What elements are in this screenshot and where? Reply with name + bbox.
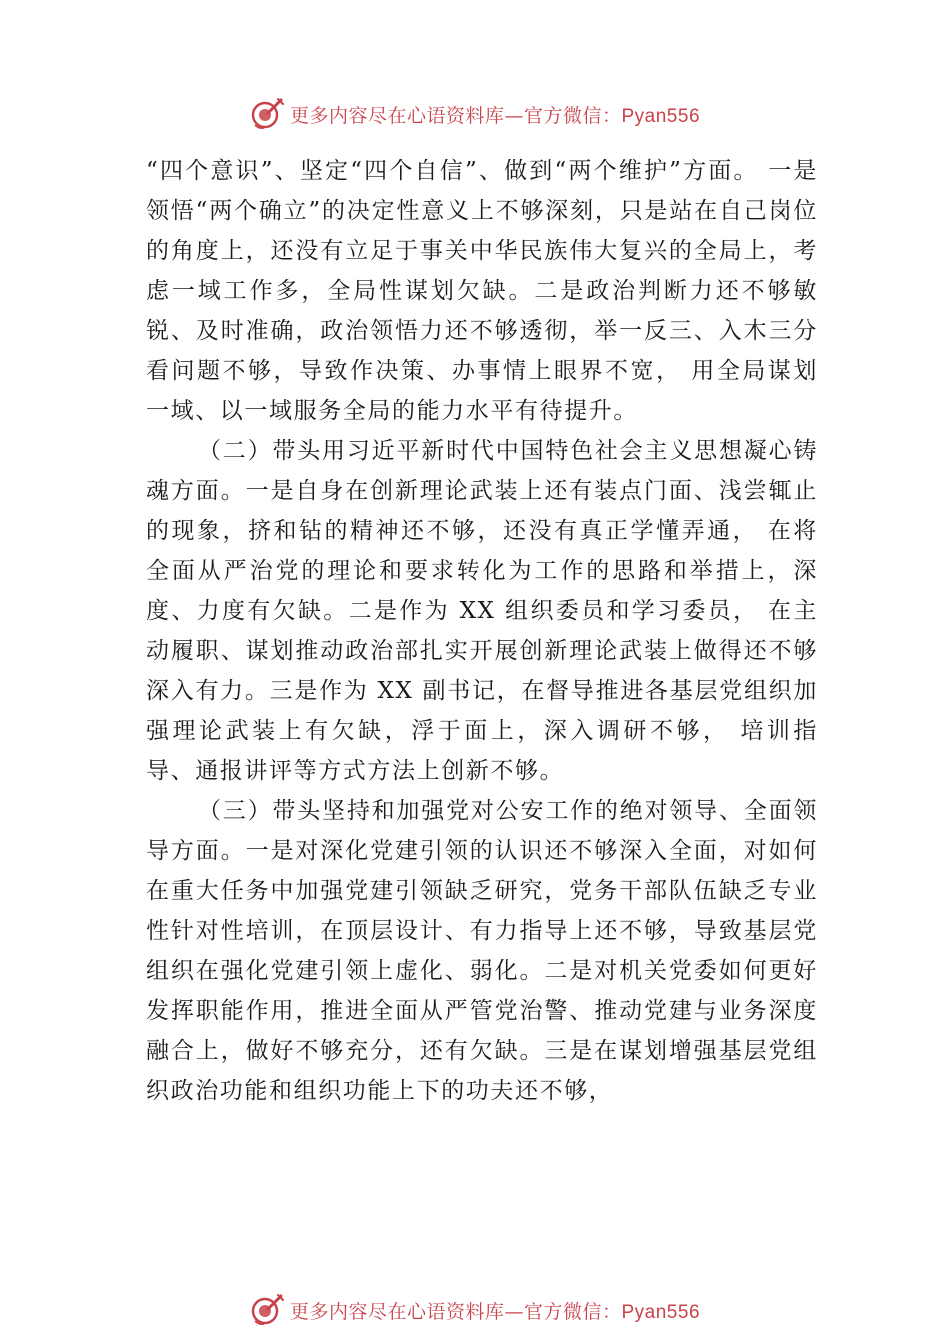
document-body	[146, 151, 818, 1111]
paragraph-2: （二）带头用习近平新时代中国特色社会主义思想凝心铸魂方面。一是自身在创新理论武装上还有装点门面、浅尝辄止的现象，挤和钻的精神还不够，还没有真正学懂弄通， 在将全面从严治党的理论和要求转化为工作的思路和举措上，深度、力度有欠缺。二是作为 XX 组织委员和学习委员， 在主动履职、谋划推动政治部扎实开展创新理论武装上做得还不够深入有力。三是作为 XX 副书记，在督导推进各基层党组织加强理论武装上有欠缺，浮于面上，深入调研不够， 培训指导、通报讲评等方式方法上创新不够。	[146, 438, 818, 784]
red-stamp-logo-icon	[250, 1293, 284, 1327]
wechat-id: Pyan556	[621, 105, 701, 127]
wechat-id: Pyan556	[621, 1301, 701, 1323]
watermark-text: 更多内容尽在心语资料库—官方微信：Pyan556	[289, 1300, 701, 1323]
footer-watermark	[0, 1290, 950, 1330]
watermark-text: 更多内容尽在心语资料库—官方微信：Pyan556	[289, 104, 701, 127]
red-stamp-logo-icon	[250, 97, 284, 131]
paragraph-1: “四个意识”、坚定“四个自信”、做到“两个维护”方面。 一是领悟“两个确立”的决定性意义上不够深刻，只是站在自己岗位的角度上，还没有立足于事关中华民族伟大复兴的全局上，考虑一域工作多，全局性谋划欠缺。二是政治判断力还不够敏锐、及时准确，政治领悟力还不够透彻，举一反三、入木三分看问题不够，导致作决策、办事情上眼界不宽， 用全局谋划一域、以一域服务全局的能力水平有待提升。	[146, 158, 818, 424]
paragraph-3: （三）带头坚持和加强党对公安工作的绝对领导、全面领导方面。一是对深化党建引领的认识还不够深入全面，对如何在重大任务中加强党建引领缺乏研究，党务干部队伍缺乏专业性针对性培训，在顶层设计、有力指导上还不够，导致基层党组织在强化党建引领上虚化、弱化。二是对机关党委如何更好发挥职能作用，推进全面从严管党治警、推动党建与业务深度融合上，做好不够充分，还有欠缺。三是在谋划增强基层党组织政治功能和组织功能上下的功夫还不够，	[146, 798, 818, 1104]
header-watermark	[0, 94, 950, 134]
